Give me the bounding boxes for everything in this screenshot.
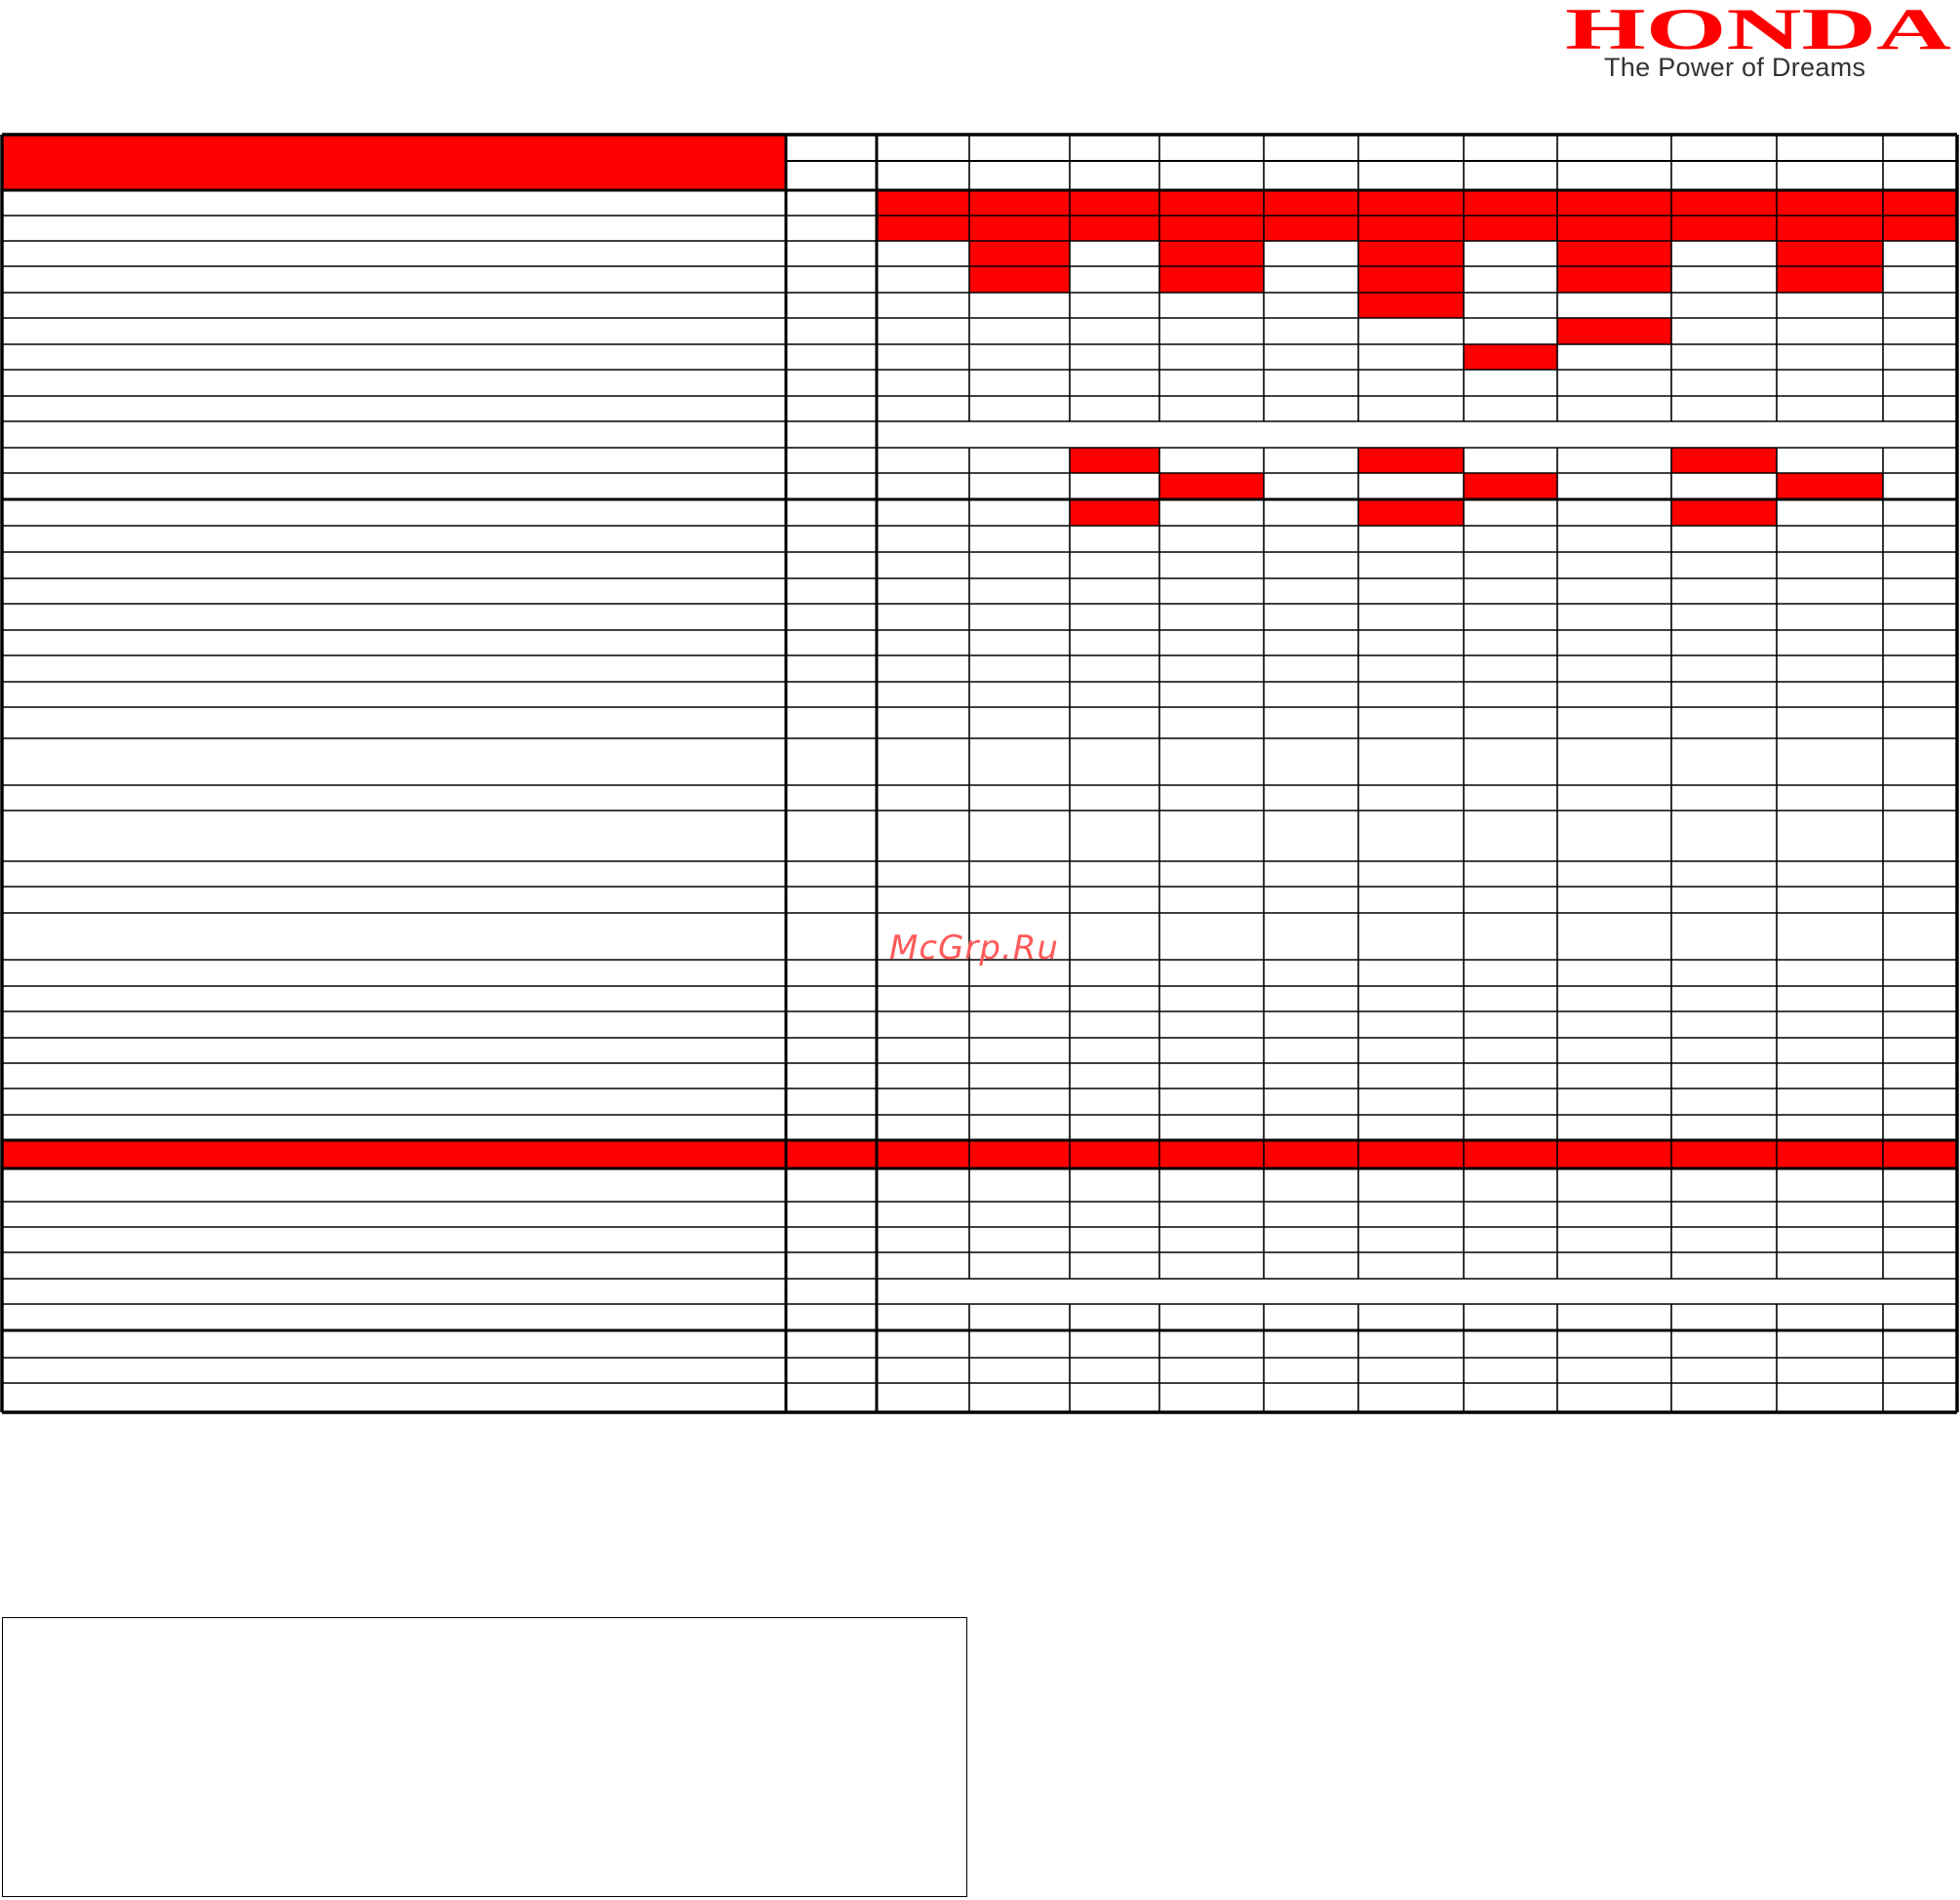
table-filled-cell	[1464, 216, 1557, 241]
table-filled-cell	[1358, 241, 1464, 266]
table-filled-cell	[1557, 216, 1671, 241]
table-filled-cell	[1464, 190, 1557, 216]
watermark: McGrp.Ru	[889, 929, 1059, 968]
table-filled-cell	[1159, 216, 1264, 241]
table-filled-cell	[1358, 499, 1464, 526]
table-filled-cell	[1264, 216, 1358, 241]
table-filled-cell	[1557, 318, 1671, 344]
table-filled-cell	[1264, 190, 1358, 216]
table-filled-cell	[969, 241, 1070, 266]
table-filled-cell	[1671, 216, 1777, 241]
table-filled-cell	[1358, 266, 1464, 293]
table-filled-cell	[1671, 499, 1777, 526]
table-header-cell	[2, 135, 786, 190]
table-filled-cell	[1464, 473, 1557, 499]
table-filled-cell	[1557, 241, 1671, 266]
table-filled-cell	[1159, 266, 1264, 293]
table-filled-cell	[1671, 448, 1777, 473]
section-header-bar	[2, 1140, 1957, 1168]
table-filled-cell	[1777, 216, 1883, 241]
table-filled-cell	[1159, 190, 1264, 216]
table-filled-cell	[1159, 473, 1264, 499]
table-filled-cell	[1883, 216, 1957, 241]
notes-box	[2, 1617, 967, 1897]
honda-tagline: The Power of Dreams	[1604, 53, 1866, 82]
table-filled-cell	[1777, 473, 1883, 499]
table-filled-cell	[1358, 216, 1464, 241]
table-filled-cell	[1777, 241, 1883, 266]
table-filled-cell	[1070, 499, 1159, 526]
table-filled-cell	[969, 266, 1070, 293]
table-filled-cell	[877, 190, 969, 216]
table-filled-cell	[1777, 266, 1883, 293]
table-filled-cell	[1557, 266, 1671, 293]
table-filled-cell	[1159, 241, 1264, 266]
table-filled-cell	[877, 216, 969, 241]
table-filled-cell	[1070, 216, 1159, 241]
table-filled-cell	[1070, 190, 1159, 216]
table-filled-cell	[969, 216, 1070, 241]
table-filled-cell	[1358, 190, 1464, 216]
table-filled-cell	[1777, 190, 1883, 216]
table-filled-cell	[969, 190, 1070, 216]
table-filled-cell	[1464, 344, 1557, 370]
honda-wordmark-text: HONDA	[1565, 0, 1951, 57]
table-filled-cell	[1671, 190, 1777, 216]
table-filled-cell	[1883, 190, 1957, 216]
table-filled-cell	[1358, 293, 1464, 318]
table-filled-cell	[1557, 190, 1671, 216]
table-filled-cell	[1358, 448, 1464, 473]
table-filled-cell	[1070, 448, 1159, 473]
